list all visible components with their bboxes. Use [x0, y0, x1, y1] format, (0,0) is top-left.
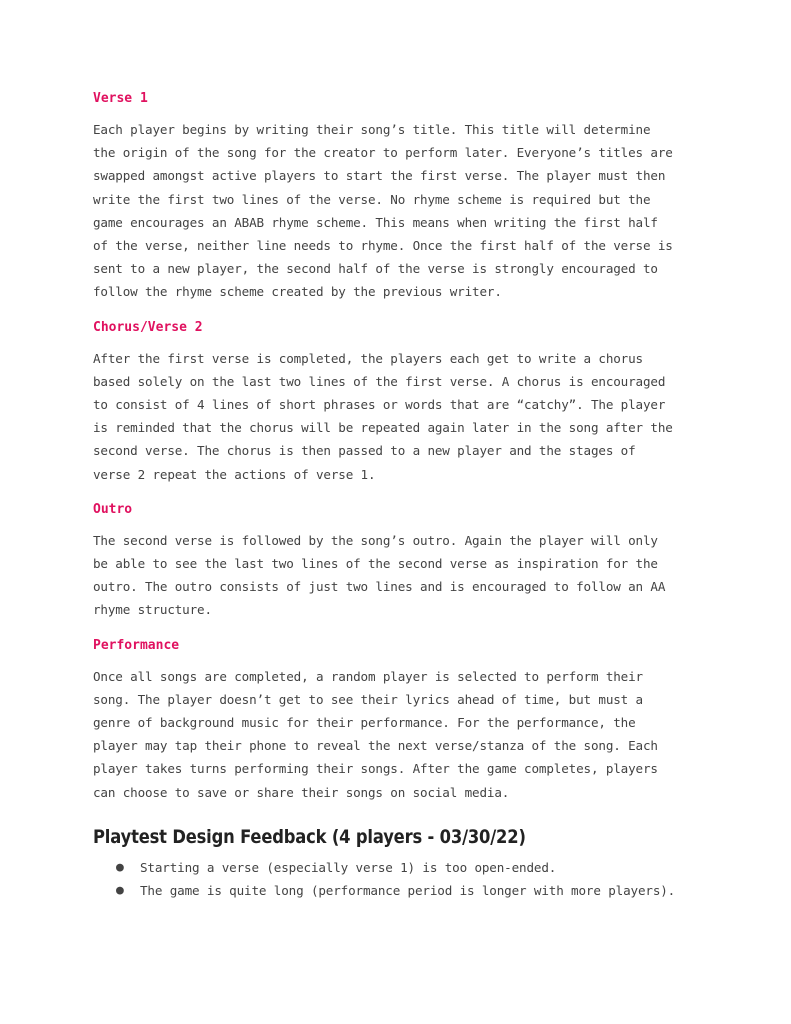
section-paragraph — [93, 347, 713, 486]
paragraph-line: be able to see the last two lines of the second verse as inspiration for the — [93, 556, 658, 572]
section-heading: Outro — [93, 501, 133, 517]
paragraph-line: game encourages an ABAB rhyme scheme. This means when writing the first half — [93, 214, 658, 230]
paragraph-line: based solely on the last two lines of the first verse. A chorus is encouraged — [93, 373, 666, 389]
paragraph-line: to consist of 4 lines of short phrases or words that are “catchy”. The player — [93, 397, 666, 413]
section-paragraph — [93, 529, 713, 622]
section-performance — [93, 635, 713, 804]
feedback-item-text: The game is quite long (performance period is longer with more players). — [140, 882, 676, 898]
section-chorus-verse-2 — [93, 317, 713, 486]
paragraph-line: second verse. The chorus is then passed to a new player and the stages of — [93, 443, 636, 459]
section-heading: Verse 1 — [93, 91, 148, 106]
paragraph-line: song. The player doesn’t get to see their lyrics ahead of time, but must a — [93, 691, 643, 707]
section-verse-1 — [93, 88, 713, 304]
bullet-icon: ● — [116, 882, 124, 898]
paragraph-line: swapped amongst active players to start the first verse. The player must then — [93, 168, 666, 184]
paragraph-line: player takes turns performing their songs. After the game completes, players — [93, 761, 658, 777]
paragraph-line: rhyme structure. — [93, 602, 212, 618]
document-page — [93, 88, 713, 902]
paragraph-line: is reminded that the chorus will be repeated again later in the song after the — [93, 420, 673, 436]
paragraph-line: write the first two lines of the verse. No rhyme scheme is required but the — [93, 191, 651, 207]
paragraph-line: sent to a new player, the second half of the verse is strongly encouraged to — [93, 261, 658, 277]
feedback-list-item — [93, 856, 713, 879]
paragraph-line: the origin of the song for the creator to perform later. Everyone’s titles are — [93, 145, 673, 161]
paragraph-line: After the first verse is completed, the players each get to write a chorus — [93, 350, 643, 366]
paragraph-line: follow the rhyme scheme created by the previous writer. — [93, 284, 502, 300]
paragraph-line: outro. The outro consists of just two lines and is encouraged to follow an AA — [93, 579, 666, 595]
feedback-list-item — [93, 879, 713, 902]
paragraph-line: can choose to save or share their songs on social media. — [93, 784, 510, 800]
feedback-heading: Playtest Design Feedback (4 players - 03/30/22) — [93, 825, 526, 848]
section-paragraph — [93, 118, 713, 304]
paragraph-line: verse 2 repeat the actions of verse 1. — [93, 466, 376, 482]
paragraph-line: Each player begins by writing their song’s title. This title will determine — [93, 122, 651, 137]
paragraph-line: Once all songs are completed, a random player is selected to perform their — [93, 668, 643, 684]
paragraph-line: of the verse, neither line needs to rhyme. Once the first half of the verse is — [93, 238, 673, 254]
section-heading: Performance — [93, 637, 180, 653]
paragraph-line: The second verse is followed by the song’s outro. Again the player will only — [93, 532, 658, 548]
section-heading: Chorus/Verse 2 — [93, 319, 203, 335]
paragraph-line: player may tap their phone to reveal the next verse/stanza of the song. Each — [93, 738, 658, 754]
paragraph-line: genre of background music for their performance. For the performance, the — [93, 715, 636, 731]
section-outro — [93, 499, 713, 622]
bullet-icon: ● — [116, 859, 124, 875]
section-paragraph — [93, 665, 713, 804]
feedback-item-text: Starting a verse (especially verse 1) is too open-ended. — [140, 859, 557, 875]
feedback-list — [93, 856, 713, 902]
